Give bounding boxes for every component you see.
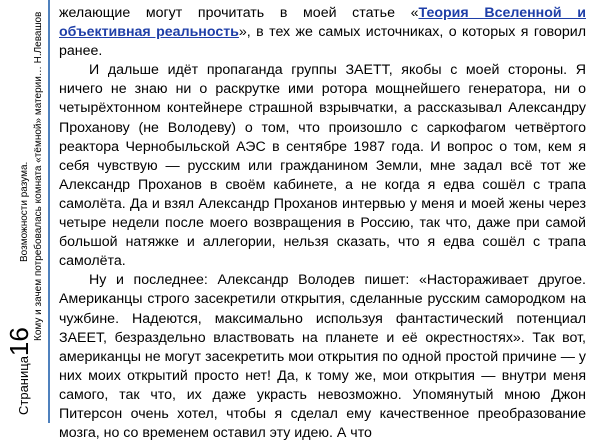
article-link[interactable]: Теория Вселенной и объективная реальность <box>59 5 586 41</box>
paragraph-1-before: желающие могут прочитать в моей статье « <box>59 5 419 21</box>
paragraph-2: И дальше идёт пропаганда группы ЗАЕТТ, якобы с моей стороны. Я ничего не знаю ни о раскрутке ими ротора мощнейшего генератора, ни о четырёхтонном контейнере страшной взрывчатки, а рассказывал Александру Проханову (не Володеву) о том, что произошло с саркофагом четвёртого реактора Чернобыльской АЭС в сентябре 1987 года. И вопрос о том, кем я себя чувствую — русским или гражданином Земли, мне задал всё тот же Александр Проханов в своём кабинете, а не когда я едва сошёл с трапа самолёта. Да и взял Александр Проханов интервью у меня и моей жены через четыре недели после моего возвращения в Россию, так что, даже при самой большой натяжке и аллегории, нельзя сказать, что я едва сошёл с трапа самолёта. <box>59 62 586 270</box>
page-sidebar <box>0 0 50 423</box>
page-number-block <box>6 327 32 415</box>
sidebar-heading: Возможности разума. <box>19 161 30 262</box>
paragraph-3: Ну и последнее: Александр Володев пишет: «Настораживает другое. Американцы строго засекретили открытия, сделанные русским самородком на чужбине. Надеются, максимально используя фантастический потенциал ЗАЕЕТ, безраздельно властвовать на планете и её окрестностях». Так вот, американцы не могут засекретить мои открытия по одной простой причине — у них моих открытий просто нет! Да, к тому же, мои открытия — внутри меня самого, так что, их даже украсть невозможно. Упомянутый мною Джон Питерсон очень хотел, чтобы я сделал ему качественное преобразование мозга, но со временем оставил эту идею. А что <box>59 272 586 442</box>
paragraph-1 <box>59 4 586 61</box>
page-number: 16 <box>4 327 34 357</box>
sidebar-rotated-text <box>0 0 50 423</box>
sidebar-subtitle: Кому и зачем потребовалась комната «тёмной» материи… Н.Левашов <box>33 11 44 341</box>
page-label: Страница <box>16 356 31 415</box>
paragraph-1-after: », в тех же самых источниках, о которых я говорил ранее. <box>59 24 586 60</box>
document-body <box>59 4 586 443</box>
